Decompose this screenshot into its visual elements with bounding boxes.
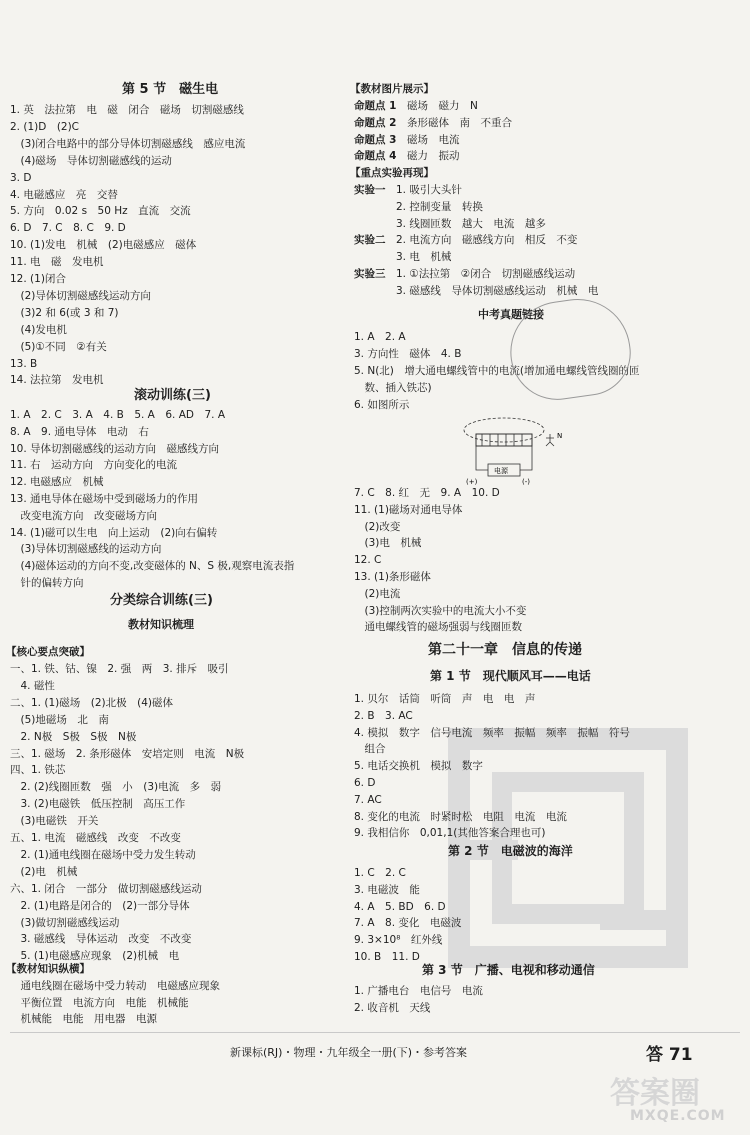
answer-line: (4)磁体运动的方向不变,改变磁体的 N、S 极,观察电流表指 bbox=[10, 560, 295, 573]
answer-line: 通电螺线管的磁场强弱与线圈匝数 bbox=[354, 621, 522, 634]
answer-line: 7. A 8. 变化 电磁波 bbox=[354, 917, 462, 930]
answer-line: 3. (2)电磁铁 低压控制 高压工作 bbox=[10, 798, 186, 811]
answer-line bbox=[354, 233, 577, 247]
answer-line: 5. 方向 0.02 s 50 Hz 直流 交流 bbox=[10, 205, 191, 218]
answer-line: 六、1. 闭合 一部分 做切割磁感线运动 bbox=[10, 882, 202, 895]
section-1-title: 第 1 节 现代顺风耳——电话 bbox=[430, 669, 591, 683]
answer-line: 2. N极 S极 S极 N极 bbox=[10, 730, 137, 743]
answer-line: 13. (1)条形磁体 bbox=[354, 571, 431, 583]
answer-line: 6. D bbox=[354, 777, 376, 789]
answer-line: 13. B bbox=[10, 357, 38, 370]
answer-value: 磁场 磁力 N bbox=[396, 100, 478, 112]
answer-value: 磁力 振动 bbox=[396, 150, 460, 163]
answer-line: (3)2 和 6(或 3 和 7) bbox=[10, 306, 119, 319]
answer-line: 3. 方向性 磁体 4. B bbox=[354, 348, 462, 360]
answer-line bbox=[354, 200, 483, 214]
section-3-title: 第 3 节 广播、电视和移动通信 bbox=[422, 963, 595, 977]
solenoid-coil bbox=[476, 434, 532, 446]
answer-line: 11. 电 磁 发电机 bbox=[10, 256, 104, 269]
answer-line: 3. D bbox=[10, 171, 32, 184]
answer-value: 2. 电流方向 磁感线方向 相反 不变 bbox=[385, 234, 578, 247]
answer-line: 7. C 8. 红 无 9. A 10. D bbox=[354, 487, 500, 499]
answer-line: 针的偏转方向 bbox=[10, 577, 84, 589]
answer-value: 3. 线圈匝数 越大 电流 越多 bbox=[354, 217, 546, 230]
answer-line: 1. 英 法拉第 电 磁 闭合 磁场 切割磁感线 bbox=[10, 104, 244, 116]
answer-line: (3)电磁铁 开关 bbox=[10, 815, 99, 828]
answer-line: 6. 如图所示 bbox=[354, 399, 410, 411]
answer-line bbox=[354, 116, 512, 130]
answer-line bbox=[354, 183, 462, 197]
answer-line: 二、1. (1)磁场 (2)北极 (4)磁体 bbox=[10, 696, 173, 709]
solenoid-figure bbox=[458, 414, 578, 494]
exam-links-title: 中考真题链接 bbox=[478, 308, 544, 321]
answer-key: 实验一 bbox=[354, 184, 386, 196]
answer-line: 一、1. 铁、钴、镍 2. 强 两 3. 排斥 吸引 bbox=[10, 663, 229, 675]
answer-line: 5. 电话交换机 模拟 数字 bbox=[354, 760, 483, 773]
north-label: N bbox=[557, 432, 563, 440]
answer-line bbox=[354, 149, 459, 163]
answer-line: 4. 电磁感应 亮 交替 bbox=[10, 188, 118, 201]
answer-key: 命题点 1 bbox=[354, 100, 397, 112]
answer-line: (4)发电机 bbox=[10, 323, 67, 336]
answer-line: 4. 磁性 bbox=[10, 679, 55, 692]
answer-key: 实验二 bbox=[354, 234, 386, 247]
answer-line: 11. 右 运动方向 方向变化的电流 bbox=[10, 459, 178, 472]
answer-line: 2. 收音机 天线 bbox=[354, 1001, 431, 1014]
answer-value: 1. ①法拉第 ②闭合 切割磁感线运动 bbox=[385, 268, 576, 280]
footer-divider bbox=[10, 1032, 740, 1033]
positive-label: (+) bbox=[466, 478, 478, 486]
answer-line: (3)做切割磁感线运动 bbox=[10, 916, 120, 929]
answer-line: (2)改变 bbox=[354, 520, 401, 533]
answer-line: 1. C 2. C bbox=[354, 867, 406, 879]
answer-line bbox=[354, 99, 478, 113]
answer-value: 3. 电 机械 bbox=[354, 251, 452, 264]
answer-line: 机械能 电能 用电器 电源 bbox=[10, 1013, 157, 1025]
answer-line: 10. B 11. D bbox=[354, 951, 420, 963]
answer-line: 5. N(北) 增大通电螺线管中的电流(增加通电螺线管线圈的匝 bbox=[354, 365, 640, 377]
answer-line: (3)闭合电路中的部分导体切割磁感线 感应电流 bbox=[10, 137, 246, 150]
answer-line: 14. (1)磁可以生电 向上运动 (2)向右偏转 bbox=[10, 526, 218, 539]
answer-line: 11. (1)磁场对通电导体 bbox=[354, 503, 463, 516]
answer-value: 磁场 电流 bbox=[396, 133, 460, 146]
answer-line: (2)电流 bbox=[354, 587, 401, 600]
answer-line: 三、1. 磁场 2. 条形磁体 安培定则 电流 N极 bbox=[10, 747, 245, 760]
answer-line: 数、插入铁芯) bbox=[354, 382, 432, 394]
answer-line: 2. (1)D (2)C bbox=[10, 120, 80, 133]
section-5-title: 第 5 节 磁生电 bbox=[122, 82, 219, 97]
answer-line: 10. (1)发电 机械 (2)电磁感应 磁体 bbox=[10, 239, 197, 252]
answer-line: 五、1. 电流 磁感线 改变 不改变 bbox=[10, 832, 181, 844]
coil-windings bbox=[482, 434, 522, 446]
textbook-images-label: 【教材图片展示】 bbox=[350, 83, 434, 95]
answer-line: 4. A 5. BD 6. D bbox=[354, 900, 446, 913]
answer-line: 1. A 2. C 3. A 4. B 5. A 6. AD 7. A bbox=[10, 409, 226, 421]
answer-line bbox=[354, 217, 546, 231]
answer-line: (3)电 机械 bbox=[354, 537, 422, 550]
answer-line: 8. 变化的电流 时紧时松 电阻 电流 电流 bbox=[354, 810, 567, 823]
answer-key: 命题点 4 bbox=[354, 150, 397, 163]
answer-line: 1. 贝尔 话筒 听筒 声 电 电 声 bbox=[354, 693, 536, 705]
answer-key: 实验三 bbox=[354, 268, 386, 280]
classification-training-title: 分类综合训练(三) bbox=[110, 593, 213, 608]
answer-key: 命题点 2 bbox=[354, 116, 397, 129]
answer-line: 12. 电磁感应 机械 bbox=[10, 476, 104, 489]
answer-line: (4)磁场 导体切割磁感线的运动 bbox=[10, 154, 172, 167]
answer-line: (3)控制两次实验中的电流大小不变 bbox=[354, 604, 527, 617]
answer-line bbox=[354, 284, 598, 298]
answer-value: 1. 吸引大头针 bbox=[385, 184, 462, 196]
answer-line: 改变电流方向 改变磁场方向 bbox=[10, 509, 157, 522]
textbook-knowledge-subtitle: 教材知识梳理 bbox=[128, 618, 194, 631]
chapter-21-title: 第二十一章 信息的传递 bbox=[428, 642, 582, 658]
answer-line: (5)①不同 ②有关 bbox=[10, 340, 107, 353]
watermark-logo: 答案圈 bbox=[610, 1076, 700, 1111]
answer-line: 1. 广播电台 电信号 电流 bbox=[354, 985, 483, 997]
negative-label: (-) bbox=[522, 478, 530, 486]
answer-line: 12. (1)闭合 bbox=[10, 273, 66, 285]
answer-line: 2. (2)线圈匝数 强 小 (3)电流 多 弱 bbox=[10, 781, 222, 794]
answer-line: 2. (1)电路是闭合的 (2)一部分导体 bbox=[10, 899, 190, 912]
answer-value: 条形磁体 南 不重合 bbox=[396, 116, 512, 129]
answer-line: 8. A 9. 通电导体 电动 右 bbox=[10, 425, 149, 438]
answer-line: 3. 磁感线 导体运动 改变 不改变 bbox=[10, 933, 192, 946]
answer-line: 3. 电磁波 能 bbox=[354, 883, 420, 896]
key-experiments-label: 【重点实验再现】 bbox=[350, 167, 434, 179]
answer-line: 7. AC bbox=[354, 793, 382, 806]
section-2-title: 第 2 节 电磁波的海洋 bbox=[448, 844, 573, 858]
answer-line: 四、1. 铁芯 bbox=[10, 764, 66, 777]
answer-line: 13. 通电导体在磁场中受到磁场力的作用 bbox=[10, 493, 199, 505]
knowledge-vertical-label: 【教材知识纵横】 bbox=[6, 963, 90, 975]
answer-line: 6. D 7. C 8. C 9. D bbox=[10, 222, 126, 235]
answer-line: 9. 我相信你 0,01,1(其他答案合理也可) bbox=[354, 827, 546, 840]
answer-line bbox=[354, 133, 459, 147]
answer-line: 9. 3×10⁸ 红外线 bbox=[354, 934, 443, 947]
answer-line bbox=[354, 250, 451, 264]
page-number: 答 71 bbox=[646, 1045, 693, 1065]
answer-value: 2. 控制变量 转换 bbox=[354, 200, 483, 213]
answer-line: 通电线圈在磁场中受力转动 电磁感应现象 bbox=[10, 980, 220, 992]
answer-line: 平衡位置 电流方向 电能 机械能 bbox=[10, 996, 189, 1009]
answer-value: 3. 磁感线 导体切割磁感线运动 机械 电 bbox=[354, 284, 599, 297]
compass-needle-icon bbox=[546, 434, 554, 446]
answer-line: 5. (1)电磁感应现象 (2)机械 电 bbox=[10, 950, 180, 963]
answer-line: 10. 导体切割磁感线的运动方向 磁感线方向 bbox=[10, 442, 220, 455]
answer-line: 1. A 2. A bbox=[354, 331, 406, 343]
answer-line: 14. 法拉第 发电机 bbox=[10, 374, 104, 387]
watermark-url: MXQE.COM bbox=[630, 1108, 726, 1124]
rolling-training-title: 滚动训练(三) bbox=[134, 388, 211, 403]
answer-line: (2)电 机械 bbox=[10, 865, 78, 878]
footer-title: 新课标(RJ)・物理・九年级全一册(下)・参考答案 bbox=[230, 1046, 468, 1059]
answer-line: (2)导体切割磁感线运动方向 bbox=[10, 289, 151, 302]
power-source-label: 电源 bbox=[494, 467, 508, 475]
answer-line: (3)导体切割磁感线的运动方向 bbox=[10, 543, 162, 556]
answer-line: 4. 模拟 数字 信号电流 频率 振幅 频率 振幅 符号 bbox=[354, 726, 630, 739]
background-pattern-bar bbox=[600, 910, 688, 930]
answer-line: 组合 bbox=[354, 743, 386, 756]
core-points-label: 【核心要点突破】 bbox=[6, 646, 90, 658]
answer-key: 命题点 3 bbox=[354, 133, 397, 146]
answer-line: 2. (1)通电线圈在磁场中受力发生转动 bbox=[10, 848, 196, 861]
answer-line: 12. C bbox=[354, 554, 382, 567]
answer-line: (5)地磁场 北 南 bbox=[10, 713, 109, 726]
answer-line bbox=[354, 267, 575, 281]
answer-line: 2. B 3. AC bbox=[354, 709, 413, 722]
